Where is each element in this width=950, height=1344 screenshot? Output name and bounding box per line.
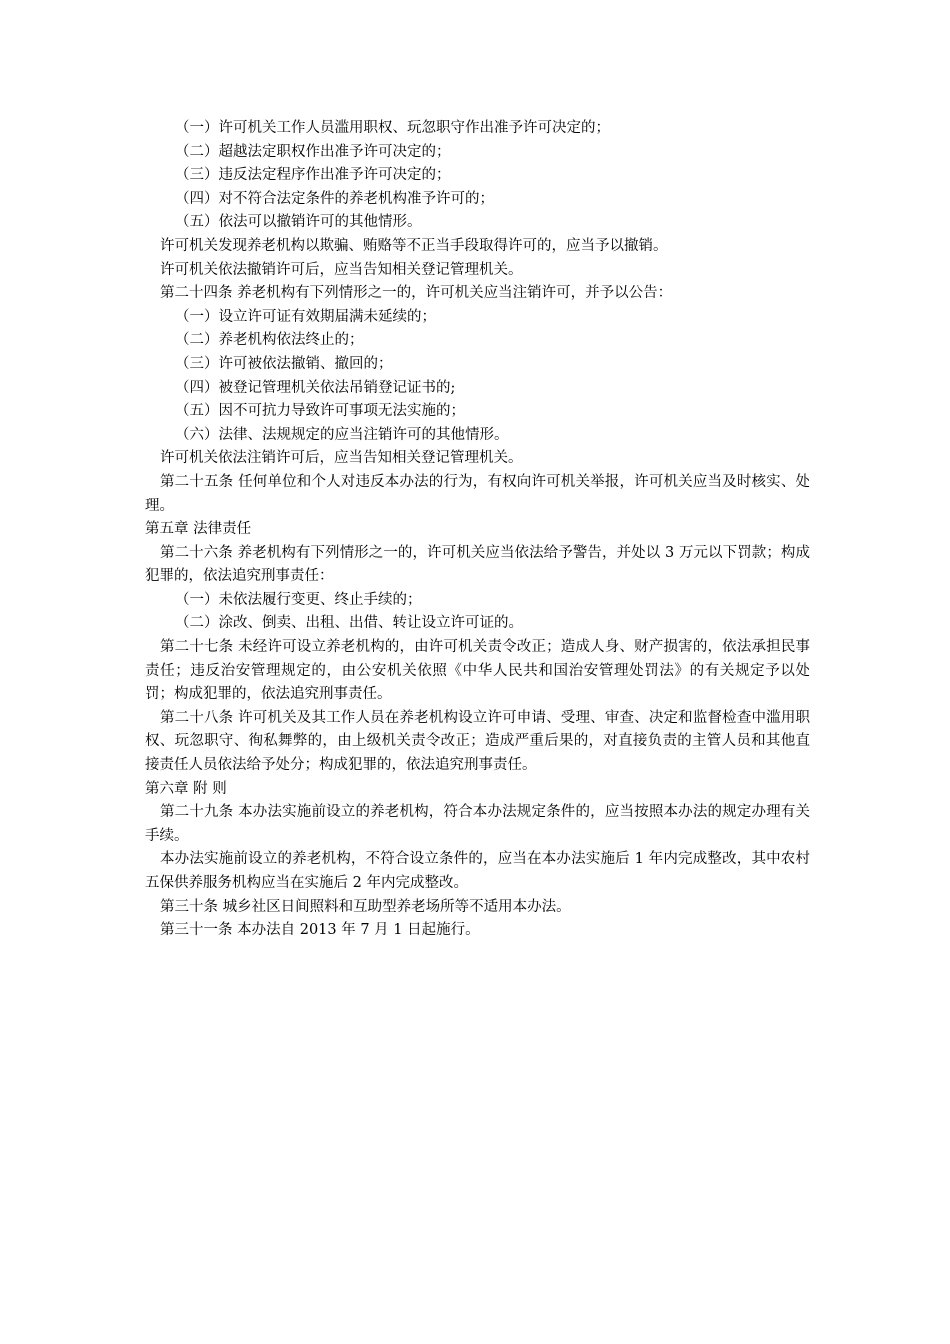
list-item: （四）对不符合法定条件的养老机构准予许可的； — [175, 190, 494, 207]
paragraph: 许可机关依法撤销许可后，应当告知相关登记管理机关。 — [160, 261, 523, 278]
article-24: 第二十四条 养老机构有下列情形之一的，许可机关应当注销许可，并予以公告： — [160, 285, 673, 302]
list-item: （一）设立许可证有效期届满未延续的； — [175, 308, 436, 325]
paragraph: 本办法实施前设立的养老机构，不符合设立条件的，应当在本办法实施后 1 年内完成整改，其中农村五保供养服务机构应当在实施后 2 年内完成整改。 — [145, 851, 810, 891]
list-item: （三）许可被依法撤销、撤回的； — [175, 355, 393, 372]
article-28: 第二十八条 许可机关及其工作人员在养老机构设立许可申请、受理、审查、决定和监督检查中滥用职权、玩忽职守、徇私舞弊的，由上级机关责令改正；造成严重后果的，对直接负责的主管人员和其他直接责任人员依法给予处分；构成犯罪的，依法追究刑事责任。 — [145, 709, 810, 774]
list-item: （四）被登记管理机关依法吊销登记证书的; — [175, 379, 456, 396]
list-item: （一）未依法履行变更、终止手续的； — [175, 591, 422, 608]
list-item: （一）许可机关工作人员滥用职权、玩忽职守作出准予许可决定的； — [175, 120, 610, 136]
article-25: 第二十五条 任何单位和个人对违反本办法的行为，有权向许可机关举报，许可机关应当及时核实、处理。 — [145, 473, 810, 514]
list-item: （二）涂改、倒卖、出租、出借、转让设立许可证的。 — [175, 615, 523, 632]
list-item: （二）超越法定职权作出准予许可决定的； — [175, 143, 451, 160]
chapter-heading: 第六章 附 则 — [145, 780, 227, 797]
article-26: 第二十六条 养老机构有下列情形之一的，许可机关应当依法给予警告，并处以 3 万元以下罚款；构成犯罪的，依法追究刑事责任： — [145, 544, 810, 585]
list-item: （三）违反法定程序作出准予许可决定的； — [175, 167, 451, 184]
paragraph: 许可机关发现养老机构以欺骗、贿赂等不正当手段取得许可的，应当予以撤销。 — [160, 237, 668, 254]
list-item: （五）因不可抗力导致许可事项无法实施的； — [175, 403, 465, 420]
list-item: （六）法律、法规规定的应当注销许可的其他情形。 — [175, 426, 509, 443]
document-page — [145, 117, 810, 943]
list-item: （二）养老机构依法终止的； — [175, 332, 364, 349]
chapter-heading: 第五章 法律责任 — [145, 521, 252, 538]
list-item: （五）依法可以撤销许可的其他情形。 — [175, 214, 422, 231]
paragraph: 许可机关依法注销许可后，应当告知相关登记管理机关。 — [160, 450, 523, 467]
article-27: 第二十七条 未经许可设立养老机构的，由许可机关责令改正；造成人身、财产损害的，依法承担民事责任；违反治安管理规定的，由公安机关依照《中华人民共和国治安管理处罚法》的有关规定予以处罚；构成犯罪的，依法追究刑事责任。 — [145, 639, 810, 703]
article-31: 第三十一条 本办法自 2013 年 7 月 1 日起施行。 — [160, 922, 480, 939]
article-30: 第三十条 城乡社区日间照料和互助型养老场所等不适用本办法。 — [160, 898, 571, 915]
article-29: 第二十九条 本办法实施前设立的养老机构，符合本办法规定条件的，应当按照本办法的规定办理有关手续。 — [145, 804, 810, 844]
